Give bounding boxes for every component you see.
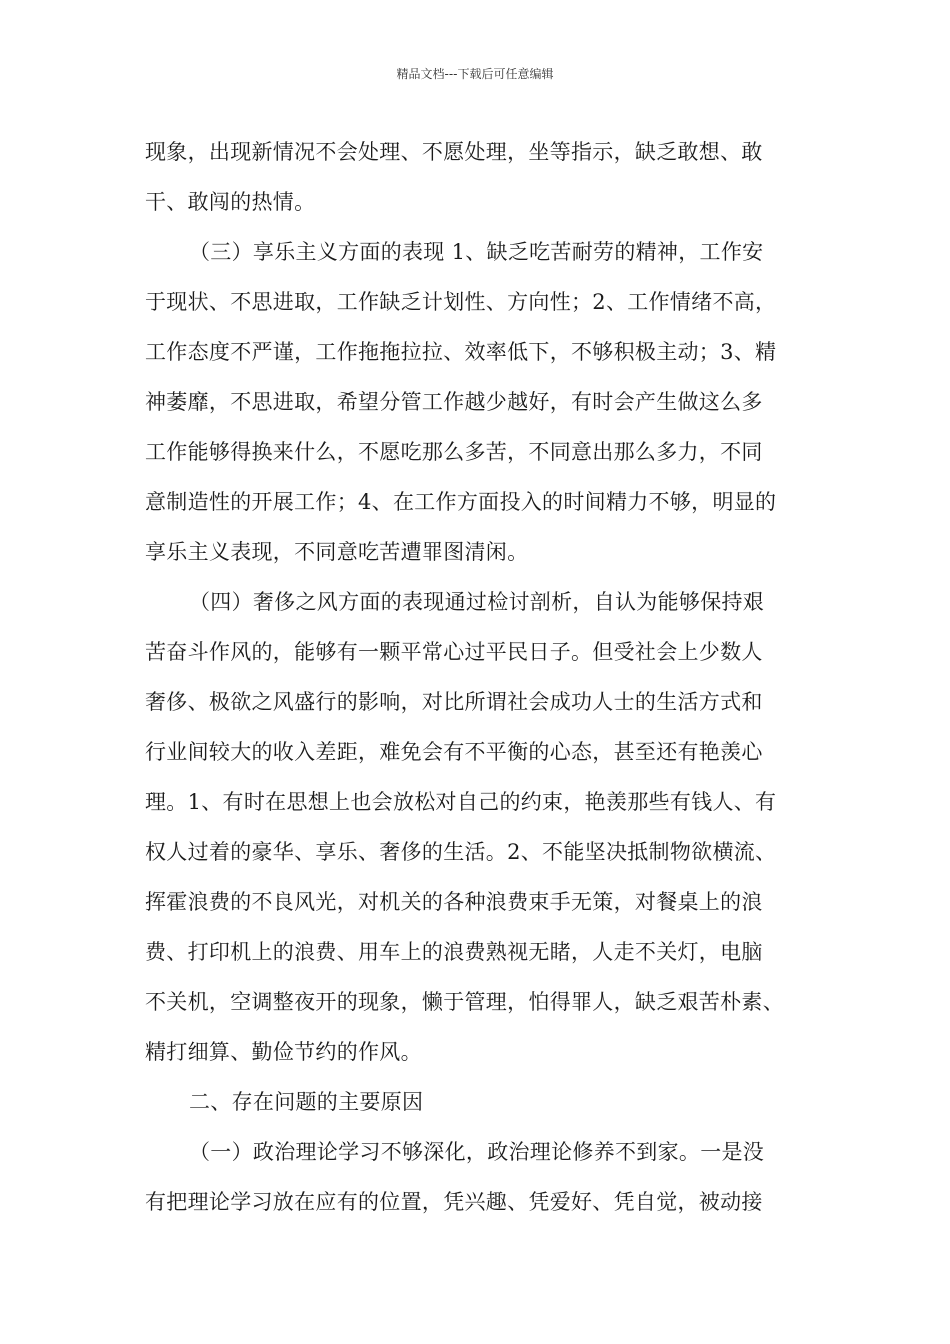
page-header: 精品文档---下载后可任意编辑 <box>396 67 554 81</box>
text-line: （三）享乐主义方面的表现 1、缺乏吃苦耐劳的精神，工作安 <box>189 240 764 264</box>
text-line: 于现状、不思进取，工作缺乏计划性、方向性；2、工作情绪不高， <box>145 290 777 314</box>
text-line: 挥霍浪费的不良风光，对机关的各种浪费束手无策，对餐桌上的浪 <box>145 890 763 914</box>
text-line: 工作态度不严谨，工作拖拖拉拉、效率低下，不够积极主动；3、精 <box>145 340 777 364</box>
text-line: 神萎靡，不思进取，希望分管工作越少越好，有时会产生做这么多 <box>145 390 763 414</box>
text-line: 奢侈、极欲之风盛行的影响，对比所谓社会成功人士的生活方式和 <box>145 690 763 714</box>
text-line: 现象，出现新情况不会处理、不愿处理，坐等指示，缺乏敢想、敢 <box>145 140 763 164</box>
text-line: （四）奢侈之风方面的表现通过检讨剖析，自认为能够保持艰 <box>189 590 765 614</box>
text-line: 二、存在问题的主要原因 <box>189 1090 424 1114</box>
text-line: 权人过着的豪华、享乐、奢侈的生活。2、不能坚决抵制物欲横流、 <box>145 840 777 864</box>
text-line: 理。1、有时在思想上也会放松对自己的约束，艳羡那些有钱人、有 <box>145 790 777 814</box>
text-line: （一）政治理论学习不够深化，政治理论修养不到家。一是没 <box>189 1140 765 1164</box>
text-line: 工作能够得换来什么，不愿吃那么多苦，不同意出那么多力，不同 <box>145 440 763 464</box>
text-line: 费、打印机上的浪费、用车上的浪费熟视无睹，人走不关灯，电脑 <box>145 940 763 964</box>
text-line: 干、敢闯的热情。 <box>145 190 316 214</box>
text-line: 精打细算、勤俭节约的作风。 <box>145 1040 422 1064</box>
document-body <box>145 127 807 1227</box>
text-line: 苦奋斗作风的，能够有一颗平常心过平民日子。但受社会上少数人 <box>145 640 763 664</box>
text-line: 意制造性的开展工作；4、在工作方面投入的时间精力不够，明显的 <box>145 490 777 514</box>
text-line: 不关机，空调整夜开的现象，懒于管理，怕得罪人，缺乏艰苦朴素、 <box>145 990 784 1014</box>
text-line: 享乐主义表现，不同意吃苦遭罪图清闲。 <box>145 540 529 564</box>
text-line: 有把理论学习放在应有的位置，凭兴趣、凭爱好、凭自觉，被动接 <box>145 1190 763 1214</box>
text-line: 行业间较大的收入差距，难免会有不平衡的心态，甚至还有艳羡心 <box>145 740 763 764</box>
